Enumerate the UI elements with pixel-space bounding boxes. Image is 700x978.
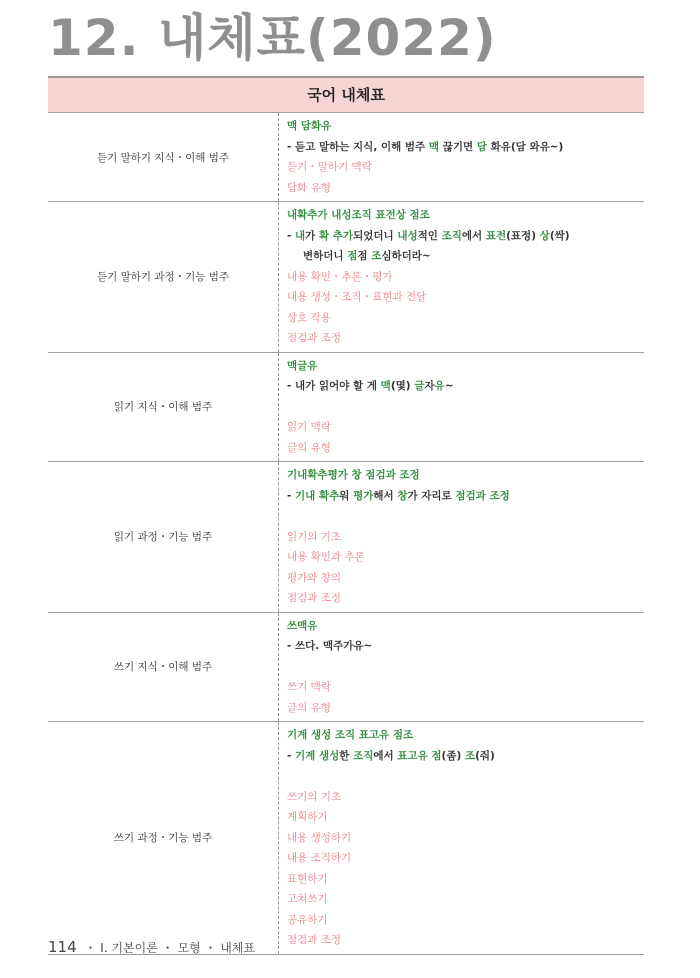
content-cell	[279, 113, 644, 201]
content-item: 쓰기의 기초	[287, 790, 342, 803]
hint-segment: 에서	[461, 229, 486, 242]
hint-segment: 변하더니	[303, 250, 348, 262]
mnemonic-hint	[287, 226, 644, 247]
footer-breadcrumb: ・ Ⅰ. 기본이론 ・ 모형 ・ 내체표	[84, 941, 256, 955]
hint-segment: (좀)	[441, 749, 465, 762]
hint-segment: 자	[424, 380, 435, 392]
hint-segment: 한	[339, 749, 354, 762]
hint-segment: 기내 확추	[295, 489, 340, 502]
content-item: 담화 유형	[287, 181, 331, 194]
hint-segment: 맥	[428, 140, 440, 153]
hint-segment: 조직	[441, 229, 462, 242]
hint-segment: (싹)	[549, 229, 570, 242]
hint-segment: 내	[295, 229, 306, 242]
mnemonic-hint	[287, 246, 644, 267]
content-item: 내용 생성하기	[287, 831, 352, 844]
hint-segment: - 쓰다. 맥주가유~	[287, 640, 373, 652]
mnemonic-hint	[287, 636, 644, 657]
content-item: 점검과 조정	[287, 934, 342, 946]
hint-segment: 심하더라~	[381, 250, 431, 262]
hint-segment: 확 추가	[318, 229, 354, 242]
hint-segment: 화유(담 와유~)	[486, 140, 564, 153]
hint-segment: ~	[444, 380, 454, 392]
content-item: 고쳐쓰기	[287, 893, 328, 905]
category-cell: 쓰기 과정・기능 범주	[48, 722, 279, 954]
hint-segment: 표전	[485, 229, 507, 242]
spacer-line	[287, 506, 644, 527]
hint-segment: (몇)	[390, 380, 415, 392]
mnemonic: 맥 담화유	[287, 120, 332, 132]
spacer-line	[287, 397, 644, 418]
hint-segment: 점	[347, 250, 358, 262]
hint-segment: 적인	[417, 229, 442, 242]
category-cell: 읽기 지식・이해 범주	[48, 353, 279, 462]
mnemonic: 쓰맥유	[287, 619, 318, 632]
hint-segment: (표정)	[506, 229, 540, 242]
mnemonic: 내확추가 내성조직 표전상 점조	[287, 209, 430, 221]
mnemonic: 기계 생성 조직 표고유 점조	[287, 729, 414, 741]
spacer-line	[287, 657, 644, 678]
content-item: 듣기・말하기 맥락	[287, 161, 372, 173]
content-cell	[279, 462, 644, 612]
hint-segment: 해서	[373, 489, 398, 502]
hint-segment: 할 게	[349, 380, 381, 392]
content-item: 읽기 맥락	[287, 421, 331, 433]
content-item: 표현하기	[287, 872, 328, 885]
hint-segment: 조	[464, 749, 476, 762]
hint-segment: 조직	[353, 749, 374, 762]
hint-segment: - 듣고 말하는 지식, 이해 범주	[287, 140, 429, 153]
table-row	[48, 722, 644, 955]
page-footer	[48, 938, 255, 956]
category-cell: 듣기 말하기 과정・기능 범주	[48, 202, 279, 352]
content-item: 내용 확인과 추론	[287, 551, 365, 563]
hint-segment: 표고유 점	[397, 749, 442, 762]
table-row	[48, 462, 644, 613]
hint-segment: - 내가	[287, 380, 319, 392]
content-item: 상호 작용	[287, 311, 331, 324]
content-cell	[279, 613, 644, 722]
content-cell	[279, 202, 644, 352]
content-table	[48, 76, 644, 955]
table-row	[48, 353, 644, 463]
hint-segment: 끊기면	[439, 140, 477, 153]
hint-segment: 가 자리로	[407, 489, 456, 502]
spacer-line	[287, 766, 644, 787]
table-row	[48, 202, 644, 353]
content-item: 점검과 조정	[287, 592, 342, 604]
hint-segment: 되었더니	[353, 229, 398, 242]
mnemonic-hint	[287, 376, 644, 397]
category-cell: 듣기 말하기 지식・이해 범주	[48, 113, 279, 201]
content-item: 글의 유형	[287, 701, 331, 714]
mnemonic: 맥글유	[287, 359, 318, 372]
category-cell: 쓰기 지식・이해 범주	[48, 613, 279, 722]
hint-segment: (줘)	[475, 749, 495, 762]
content-item: 쓰기 맥락	[287, 681, 331, 693]
table-row	[48, 113, 644, 202]
hint-segment: 읽어야	[318, 380, 350, 392]
content-item: 평가와 창의	[287, 571, 342, 584]
content-item: 계획하기	[287, 811, 328, 823]
hint-segment: 가	[305, 229, 319, 242]
mnemonic-hint	[287, 137, 644, 158]
mnemonic-hint	[287, 746, 644, 767]
content-item: 글의 유형	[287, 441, 331, 454]
hint-segment: 워	[339, 489, 354, 502]
content-cell	[279, 722, 644, 954]
hint-segment: 창	[397, 489, 408, 502]
hint-segment: 담	[476, 140, 487, 153]
hint-segment: -	[287, 229, 296, 242]
page-number: 114	[48, 938, 77, 956]
content-cell	[279, 353, 644, 462]
content-item: 내용 확인・추론・평가	[287, 270, 393, 283]
hint-segment: 점	[357, 250, 372, 262]
table-body	[48, 113, 644, 955]
hint-segment: 기계 생성	[295, 749, 340, 762]
hint-segment: 유	[434, 380, 445, 392]
page-title: 12. 내체표(2022)	[48, 9, 497, 67]
content-item: 점검과 조정	[287, 332, 342, 344]
content-item: 내용 조직하기	[287, 852, 352, 864]
hint-segment: -	[287, 489, 296, 502]
table-row	[48, 613, 644, 723]
hint-segment: 내성	[397, 229, 418, 242]
hint-segment: 맥	[380, 380, 391, 392]
category-cell: 읽기 과정・기능 범주	[48, 462, 279, 612]
content-item: 읽기의 기초	[287, 530, 342, 543]
hint-segment: 점검과 조정	[455, 489, 510, 502]
hint-segment: 조	[371, 250, 382, 262]
hint-segment: 글	[414, 380, 425, 392]
hint-segment: 에서	[373, 749, 398, 762]
content-item: 내용 생성・조직・표현과 전달	[287, 291, 427, 303]
mnemonic-hint	[287, 486, 644, 507]
mnemonic: 기내확추평가 창 점검과 조정	[287, 469, 420, 481]
content-item: 공유하기	[287, 913, 328, 926]
table-header: 국어 내체표	[48, 78, 644, 113]
hint-segment: -	[287, 749, 296, 762]
hint-segment: 평가	[353, 489, 374, 502]
hint-segment: 상	[539, 229, 550, 242]
